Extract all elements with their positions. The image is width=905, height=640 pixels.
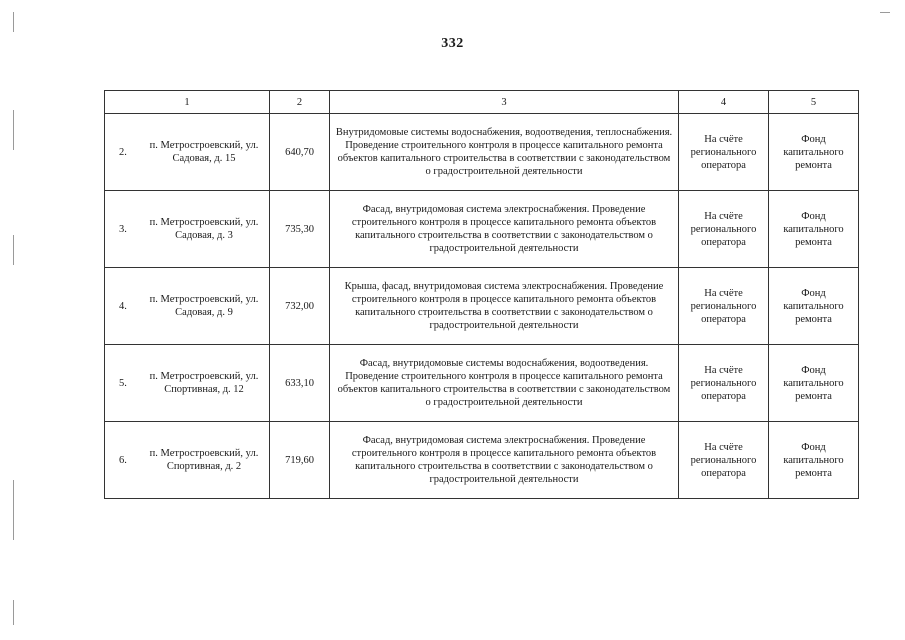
works-cell: Фасад, внутридомовая система электроснабжения. Проведение строительного контроля в процессе капитального ремонта объектов капитального строительства в соответствии с законодательством о градостроительной деятельности bbox=[330, 422, 679, 499]
method-cell: На счёте регионального оператора bbox=[679, 268, 769, 345]
address-cell bbox=[105, 114, 270, 191]
scan-corner-mark bbox=[880, 12, 890, 13]
column-header: 2 bbox=[270, 91, 330, 114]
source-cell: Фонд капитального ремонта bbox=[769, 345, 859, 422]
cost-cell: 735,30 bbox=[270, 191, 330, 268]
method-cell: На счёте регионального оператора bbox=[679, 345, 769, 422]
work-schedule-table bbox=[104, 90, 859, 499]
page-number: 332 bbox=[441, 36, 464, 51]
column-header: 5 bbox=[769, 91, 859, 114]
row-number: 4. bbox=[119, 300, 127, 312]
source-cell: Фонд капитального ремонта bbox=[769, 191, 859, 268]
works-cell: Крыша, фасад, внутридомовая система электроснабжения. Проведение строительного контроля в процессе капитального ремонта объектов капитального строительства в соответствии с законодательством о градостроительной деятельности bbox=[330, 268, 679, 345]
source-cell: Фонд капитального ремонта bbox=[769, 422, 859, 499]
address-text: п. Метростроевский, ул. Садовая, д. 3 bbox=[149, 217, 259, 241]
row-number: 3. bbox=[119, 223, 127, 235]
method-cell: На счёте регионального оператора bbox=[679, 114, 769, 191]
row-number: 6. bbox=[119, 454, 127, 466]
address-text: п. Метростроевский, ул. Садовая, д. 9 bbox=[149, 294, 259, 318]
address-text: п. Метростроевский, ул. Садовая, д. 15 bbox=[149, 140, 259, 164]
scan-margin-mark bbox=[13, 480, 14, 540]
table-row bbox=[105, 268, 859, 345]
works-cell: Внутридомовые системы водоснабжения, водоотведения, теплоснабжения. Проведение строительного контроля в процессе капитального ремонта объектов капитального строительства в соответствии с законодательством о градостроительной деятельности bbox=[330, 114, 679, 191]
address-text: п. Метростроевский, ул. Спортивная, д. 12 bbox=[149, 371, 259, 395]
row-number: 5. bbox=[119, 377, 127, 389]
cost-cell: 732,00 bbox=[270, 268, 330, 345]
works-cell: Фасад, внутридомовые системы водоснабжения, водоотведения. Проведение строительного контроля в процессе капитального ремонта объектов капитального строительства в соответствии с законодательством о градостроительной деятельности bbox=[330, 345, 679, 422]
row-number: 2. bbox=[119, 146, 127, 158]
table-header-row bbox=[105, 91, 859, 114]
address-cell bbox=[105, 191, 270, 268]
address-cell bbox=[105, 422, 270, 499]
cost-cell: 633,10 bbox=[270, 345, 330, 422]
table-row bbox=[105, 422, 859, 499]
method-cell: На счёте регионального оператора bbox=[679, 191, 769, 268]
column-header: 4 bbox=[679, 91, 769, 114]
address-cell bbox=[105, 268, 270, 345]
scan-margin-mark bbox=[13, 110, 14, 150]
table-row bbox=[105, 191, 859, 268]
source-cell: Фонд капитального ремонта bbox=[769, 268, 859, 345]
scan-margin-mark bbox=[13, 600, 14, 625]
method-cell: На счёте регионального оператора bbox=[679, 422, 769, 499]
column-header: 1 bbox=[105, 91, 270, 114]
table-row bbox=[105, 114, 859, 191]
cost-cell: 640,70 bbox=[270, 114, 330, 191]
column-header: 3 bbox=[330, 91, 679, 114]
works-cell: Фасад, внутридомовая система электроснабжения. Проведение строительного контроля в процессе капитального ремонта объектов капитального строительства в соответствии с законодательством о градостроительной деятельности bbox=[330, 191, 679, 268]
scan-margin-mark bbox=[13, 235, 14, 265]
cost-cell: 719,60 bbox=[270, 422, 330, 499]
scan-margin-mark bbox=[13, 12, 14, 32]
address-text: п. Метростроевский, ул. Спортивная, д. 2 bbox=[149, 448, 259, 472]
table-row bbox=[105, 345, 859, 422]
address-cell bbox=[105, 345, 270, 422]
source-cell: Фонд капитального ремонта bbox=[769, 114, 859, 191]
